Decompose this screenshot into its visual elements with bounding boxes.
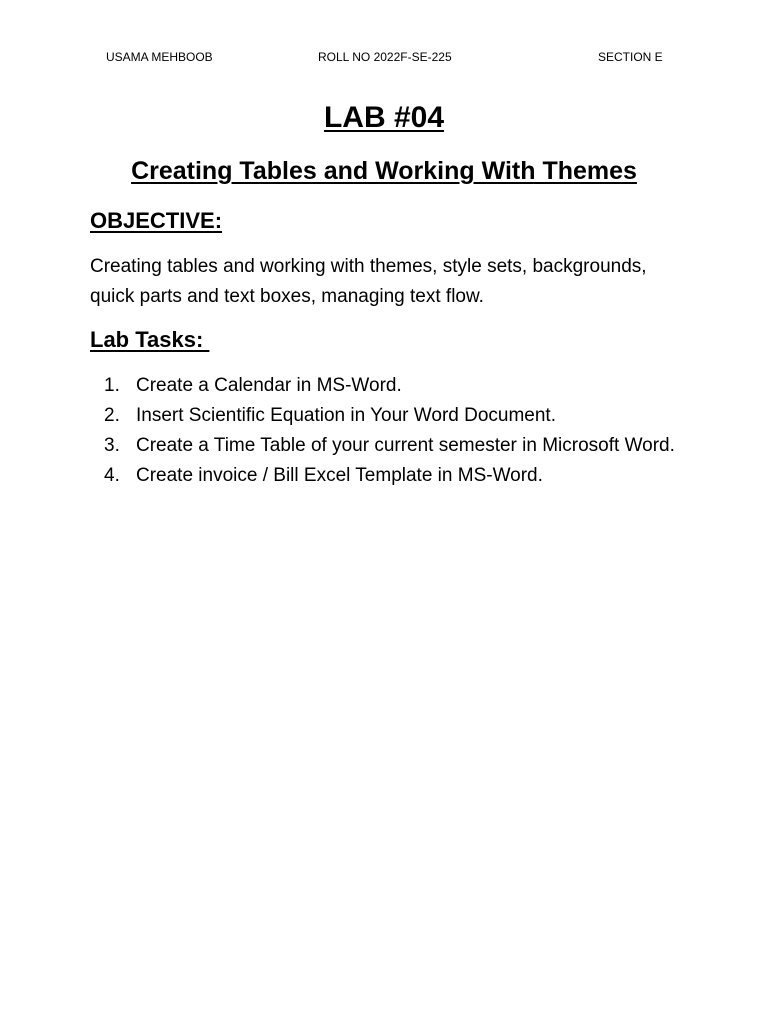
objective-paragraph: Creating tables and working with themes, style sets, backgrounds, quick parts and text boxes, managing text flow. bbox=[90, 256, 647, 307]
header-section: SECTION E bbox=[598, 50, 663, 64]
objective-heading: OBJECTIVE: bbox=[90, 208, 223, 233]
list-item-number: 2. bbox=[104, 405, 120, 426]
header-student-name: USAMA MEHBOOB bbox=[106, 50, 213, 64]
list-item bbox=[90, 461, 690, 491]
list-item-number: 4. bbox=[104, 465, 120, 486]
lab-number-heading: LAB #04 bbox=[323, 101, 445, 134]
list-item bbox=[90, 371, 690, 401]
list-item bbox=[90, 401, 690, 431]
page-header bbox=[0, 49, 768, 65]
list-item bbox=[90, 431, 690, 461]
list-item-text: Create invoice / Bill Excel Template in MS-Word. bbox=[136, 465, 543, 486]
list-item-number: 1. bbox=[104, 375, 120, 396]
lab-task-list bbox=[90, 371, 690, 491]
list-item-text: Create a Time Table of your current semester in Microsoft Word. bbox=[136, 435, 675, 456]
header-roll-number: ROLL NO 2022F-SE-225 bbox=[318, 50, 452, 64]
list-item-number: 3. bbox=[104, 435, 120, 456]
lab-tasks-heading: Lab Tasks: bbox=[90, 327, 210, 352]
list-item-text: Create a Calendar in MS-Word. bbox=[136, 375, 402, 396]
document-title: Creating Tables and Working With Themes bbox=[131, 157, 637, 185]
list-item-text: Insert Scientific Equation in Your Word Document. bbox=[136, 405, 556, 426]
